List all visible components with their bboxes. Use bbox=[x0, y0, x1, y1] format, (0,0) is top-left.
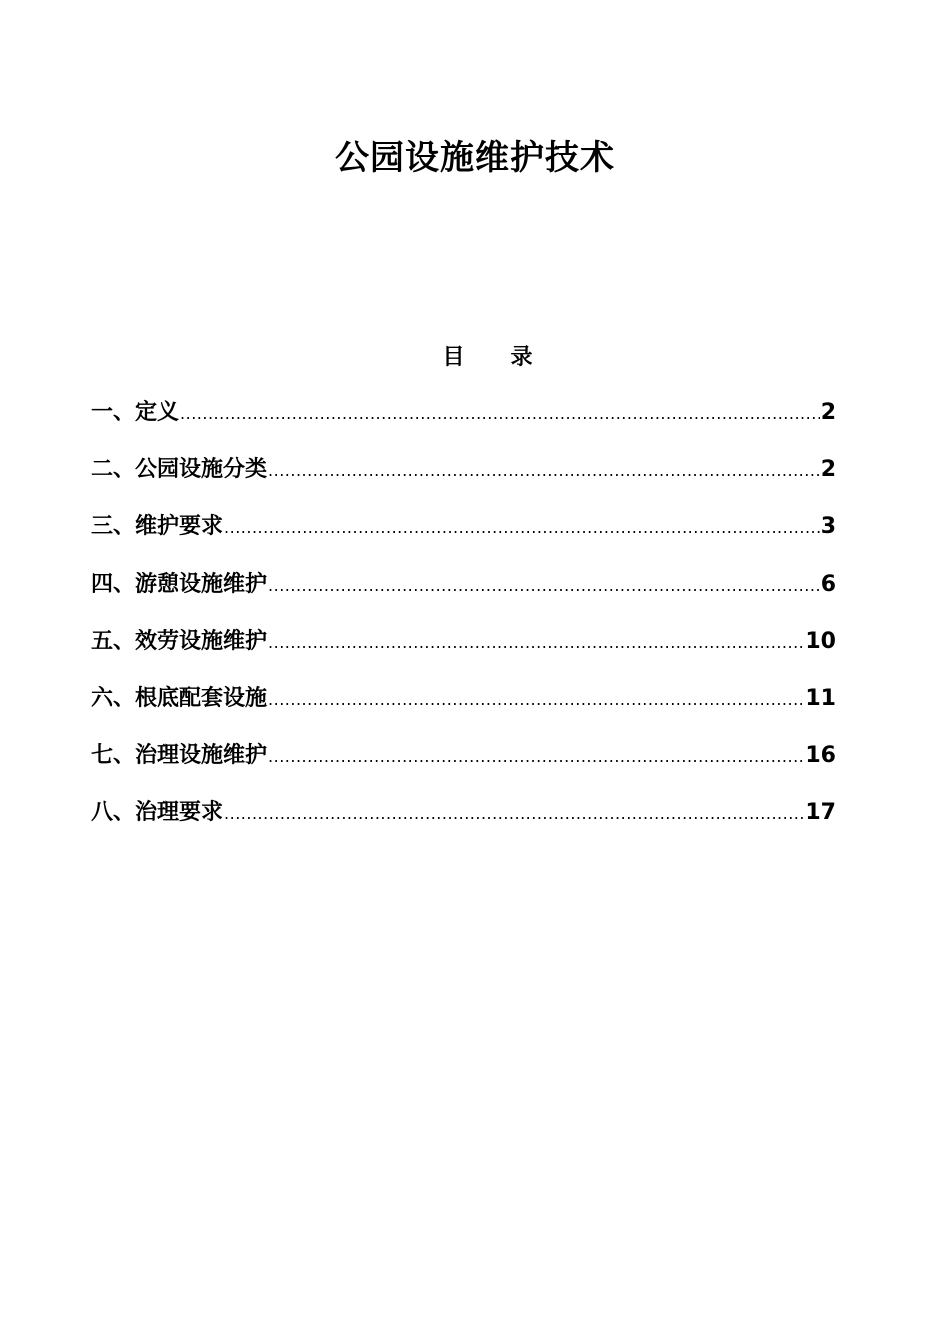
toc-entry-label: 二、公园设施分类 bbox=[91, 457, 268, 483]
toc-entry-maintenance-requirements[interactable] bbox=[91, 506, 836, 563]
toc-dot-leader bbox=[268, 736, 804, 778]
toc-entry-page: 2 bbox=[820, 400, 836, 425]
toc-entry-label: 六、根底配套设施 bbox=[91, 685, 268, 711]
toc-entry-label: 四、游憩设施维护 bbox=[91, 571, 268, 597]
toc-entry-page: 6 bbox=[820, 571, 836, 597]
toc-dot-leader bbox=[268, 622, 804, 664]
toc-entry-page: 3 bbox=[820, 514, 836, 540]
toc-dot-leader bbox=[224, 793, 804, 835]
toc-entry-label: 七、治理设施维护 bbox=[91, 743, 268, 769]
toc-entry-page: 17 bbox=[805, 800, 836, 826]
toc-dot-leader bbox=[268, 450, 820, 492]
toc-entry-service-facilities[interactable] bbox=[91, 621, 836, 678]
toc-entry-page: 10 bbox=[805, 628, 836, 654]
toc-dot-leader bbox=[268, 679, 804, 721]
toc-entry-definition[interactable] bbox=[91, 392, 836, 449]
toc-entry-recreation-facilities[interactable] bbox=[91, 564, 836, 621]
toc-entry-label: 八、治理要求 bbox=[91, 800, 224, 826]
toc-entry-page: 2 bbox=[820, 457, 836, 483]
table-of-contents bbox=[91, 392, 836, 850]
toc-entry-page: 11 bbox=[805, 685, 836, 711]
toc-entry-page: 16 bbox=[805, 743, 836, 769]
toc-entry-management-requirements[interactable] bbox=[91, 792, 836, 849]
toc-entry-management-facilities[interactable] bbox=[91, 735, 836, 792]
document-title: 公园设施维护技术 bbox=[335, 138, 615, 178]
toc-entry-label: 一、定义 bbox=[91, 400, 180, 425]
toc-dot-leader bbox=[268, 565, 820, 607]
toc-entry-infrastructure[interactable] bbox=[91, 678, 836, 735]
toc-heading: 目 录 bbox=[442, 345, 533, 370]
toc-entry-label: 三、维护要求 bbox=[91, 514, 224, 540]
toc-entry-label: 五、效劳设施维护 bbox=[91, 628, 268, 654]
toc-dot-leader bbox=[180, 393, 820, 435]
toc-dot-leader bbox=[224, 507, 820, 549]
toc-entry-classification[interactable] bbox=[91, 449, 836, 506]
